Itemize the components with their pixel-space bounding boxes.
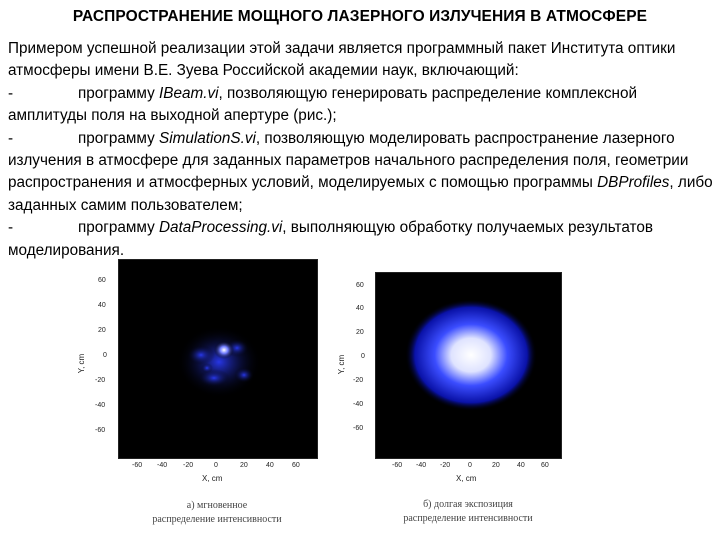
x-tick: -60 (132, 462, 143, 469)
y-tick: 20 (98, 327, 106, 334)
intensity-image-long-exposure (375, 272, 562, 459)
x-axis-label: X, cm (456, 474, 477, 483)
x-tick: 60 (541, 462, 549, 469)
bullet-prefix: программу (78, 129, 159, 147)
x-axis-label: X, cm (202, 474, 223, 483)
caption-line: распределение интенсивности (152, 514, 282, 525)
x-tick: 60 (292, 462, 300, 469)
y-axis-label: Y, cm (337, 354, 347, 375)
body-text (8, 38, 713, 262)
intensity-image-instant (118, 259, 318, 459)
y-tick: 0 (103, 352, 107, 359)
y-tick: -60 (353, 425, 364, 432)
y-tick: 40 (98, 302, 106, 309)
caption-line: а) мгновенное (186, 500, 248, 511)
y-tick: -20 (95, 377, 106, 384)
bullet-prefix: программу (78, 219, 159, 237)
x-tick: -40 (157, 462, 168, 469)
program-name: DataProcessing.vi (159, 219, 283, 237)
x-tick: 20 (240, 462, 248, 469)
y-tick: -20 (353, 377, 364, 384)
program-name: IBeam.vi (159, 84, 219, 102)
bullet-rest: , либо заданных самим пользователем; (8, 174, 713, 214)
figure-long-exposure (330, 270, 600, 532)
speckle-pattern-image (119, 260, 317, 458)
y-tick: 60 (98, 277, 106, 284)
x-tick: 20 (492, 462, 500, 469)
y-tick: 40 (356, 305, 364, 312)
y-tick: 20 (356, 329, 364, 336)
y-tick: -40 (353, 401, 364, 408)
bullet-marker: - (8, 129, 14, 147)
y-tick: -40 (95, 402, 106, 409)
bullet-rest: , позволяющую генерировать распределение комплексной амплитуды поля на выходной апертуре (рис.); (8, 84, 638, 125)
x-tick: -20 (183, 462, 194, 469)
y-tick: 60 (356, 282, 364, 289)
bullet-rest: , выполняющую обработку получаемых результатов моделирования. (8, 219, 654, 259)
caption-line: б) долгая экспозиция (423, 499, 513, 510)
x-tick: 40 (266, 462, 274, 469)
x-tick: 0 (214, 462, 218, 469)
figure-caption (368, 498, 568, 526)
beam-spot-image (376, 273, 561, 458)
y-axis-label: Y, cm (77, 353, 87, 374)
figure-caption (118, 499, 316, 527)
x-tick: 0 (468, 462, 472, 469)
intro-paragraph: Примером успешной реализации этой задачи является программный пакет Института оптики атмосферы имени В.Е. Зуева Российской академии наук, включающий: (8, 40, 676, 80)
x-tick: -20 (440, 462, 451, 469)
bullet-prefix: программу (78, 84, 159, 102)
y-tick: 0 (361, 353, 365, 360)
page-title: РАСПРОСТРАНЕНИЕ МОЩНОГО ЛАЗЕРНОГО ИЗЛУЧЕНИЯ В АТМОСФЕРЕ (72, 8, 648, 25)
x-tick: -60 (392, 462, 403, 469)
y-tick: -60 (95, 427, 106, 434)
program-name: SimulationS.vi (159, 129, 256, 147)
bullet-marker: - (8, 219, 14, 237)
figure-instant (70, 255, 340, 530)
x-tick: -40 (416, 462, 427, 469)
x-tick: 40 (517, 462, 525, 469)
bullet-item-1 (8, 83, 713, 128)
caption-line: распределение интенсивности (403, 513, 533, 524)
bullet-rest: , позволяющую моделировать распространение лазерного излучения в атмосфере для заданных параметров начального распределения поля, геометрии распространения и атмосферных условий, моделируемых с помощью программы (8, 129, 689, 192)
bullet-marker: - (8, 84, 14, 102)
program-name: DBProfiles (597, 174, 670, 192)
bullet-item-2 (8, 128, 713, 218)
